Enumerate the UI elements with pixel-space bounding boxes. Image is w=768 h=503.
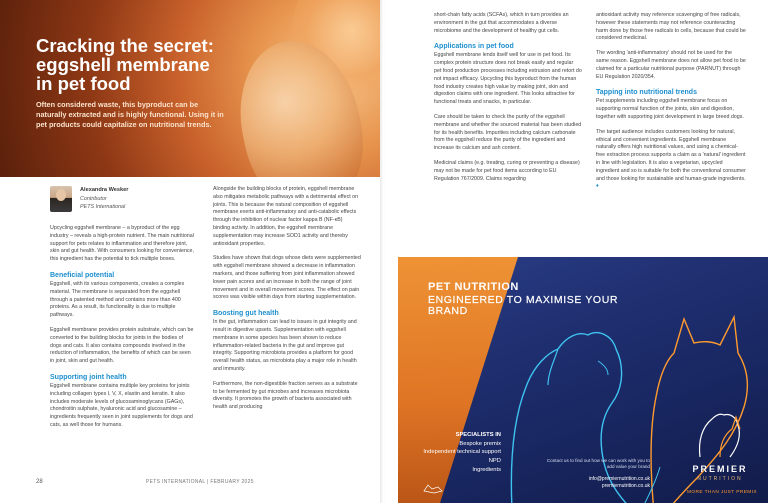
ad-specialist-item: Bespoke premix [459, 440, 501, 447]
paragraph: Studies have shown that dogs whose diets were supplemented with eggshell membrane showed a decrease in inflammation markers, and those suffering from joint inflammation showed lower pain scores and an increase in both the range of joint movement and in overall movement scores. The effect on pain scores was visible within days from starting supplementation. [213, 255, 361, 301]
article-title: Cracking the secret: eggshell membrane in pet food [36, 35, 214, 94]
paragraph: Pet supplements including eggshell membrane focus on supporting normal function of the joints, skin and digestion, together with supporting joint development in large breed dogs. [596, 98, 744, 120]
folio-running-footer [146, 479, 254, 485]
ad-specialist-item: Independent technical support [423, 449, 501, 456]
paragraph: Eggshell, with its various components, creates a complex material. The membrane is separated from the eggshell through a patented method and contains more than 400 proteins. As a result, its functionality is due to multiple pathways. [50, 280, 185, 319]
author-name: Alexandra Wesker [80, 187, 129, 193]
intro-paragraph: Upcycling eggshell membrane – a byproduct of the egg industry – reveals a high-protein nutrient. The main nutritional support for pets relates to inflammation and therefore joint, skin and gut health. With consumers looking for convenience, this ingredient has the potential to tick multiple boxes. [50, 225, 194, 263]
right-page [386, 0, 768, 503]
paragraph: short-chain fatty acids (SCFAs), which in turn provides an environment in the gut that accommodates a diverse microbiome and the development of healthy gut cells. [434, 12, 569, 34]
right-column-2 [596, 12, 746, 198]
left-page [0, 0, 382, 503]
ad-brand-name: PREMIER [692, 464, 748, 474]
ad-subheadline: ENGINEERED TO MAXIMISE YOUR BRAND [428, 294, 619, 317]
paragraph: Eggshell membrane lends itself well for use in pet food. Its complex protein structure does not break easily and regular pet food production processes including extrusion and retort do not impact efficacy. Upcycling this byproduct from the human food industry creates high value by making joint, skin and digestion claims with one ingredient. This looks attractive for functional treats and snacks, in particular. [434, 52, 582, 106]
ad-specialists-heading: SPECIALISTS IN [455, 432, 501, 438]
paragraph: antioxidant activity may reference scavenging of free radicals, however these statements may not reference counteracting harm done by those free radicals to cells, because that could be considered medicinal. [596, 12, 746, 42]
page-number: 28 [36, 479, 43, 485]
author-role: Contributor [80, 196, 107, 202]
author-avatar [50, 186, 72, 212]
paragraph: In the gut, inflammation can lead to issues in gut integrity and result in digestive upsets. Supplementation with eggshell membrane in some species has been shown to reduce inflammation-related bacteria in the gut and improve gut integrity. Supporting microbiota provides a platform for good overall health status, as microbiota play a major role in health and immunity. [213, 319, 357, 372]
ad-headline: PET NUTRITION [428, 281, 519, 293]
premier-logo-icon [690, 407, 750, 461]
hero-banner [0, 0, 382, 177]
ad-specialist-item: NPD [488, 458, 501, 465]
heading-boosting-gut-health: Boosting gut health [213, 310, 279, 318]
ad-brand-sub: NUTRITION [697, 476, 743, 482]
ad-email-link[interactable]: info@premiernutrition.co.uk [588, 476, 650, 482]
paragraph: The wording 'anti-inflammatory' should not be used for the same reason. Eggshell membrane does not allow pet food to be claimed for a particular nutritional purpose (PARNUT) through EU Regulation 2020/354. [596, 50, 746, 80]
folio-separator: | [207, 479, 209, 485]
left-column-1 [50, 225, 196, 437]
heading-beneficial-potential: Beneficial potential [50, 271, 115, 279]
ad-contact-details [549, 476, 650, 490]
heading-supporting-joint-health: Supporting joint health [50, 373, 127, 381]
paragraph-text: The target audience includes customers looking for natural, ethical and convenient ingredients. Eggshell membrane naturally offers high nutritional values, and using a chemical-free extraction process supports a claim as a 'natural' ingredient in line with legislation. It is also a vegetarian, upcycled ingredient and so is suitable for both the conventional consumer and those looking for sustainable and human-grade ingredients. [596, 128, 746, 182]
paragraph: Eggshell membrane contains multiple key proteins for joints including collagen types I, V, X, elastin and keratin. It also includes moderate levels of glucosaminoglycans (GAGs), chondroitin sulphate, hyaluronic acid and glucosamine – ingredients frequently seen in joint supplements for dogs and cats, as well those for humans. [50, 382, 193, 428]
paragraph: Furthermore, the non-digestible fraction serves as a substrate to be fermented by gut microbes and increases microbiota diversity. It promotes the growth of bacteria associated with health and producing [213, 380, 358, 411]
ad-specialist-item: Ingredients [472, 466, 501, 473]
heading-applications: Applications in pet food [434, 43, 514, 51]
paragraph: Medicinal claims (e.g. treating, curing or preventing a disease) may not be made for pet food items according to EU Regulation 767/2009. Claims regarding [434, 159, 580, 182]
premier-nutrition-ad[interactable] [398, 257, 768, 503]
paragraph: Alongside the building blocks of protein, eggshell membrane also mitigates metabolic pathways with a detrimental effect on joints. This is because the natural composition of eggshell membrane exerts anti-inflammatory and anti-catabolic effects through the inhibition of nuclear factor kappa B (NF-κB) binding activity. In addition, the eggshell membrane supplementation may increase SOD1 activity and thereby antioxidant properties. [213, 186, 359, 247]
folio-magazine: PETS INTERNATIONAL [146, 479, 206, 485]
ad-contact-text: Contact us to find out how we can work with you to add value your brand [546, 458, 650, 470]
article-standfirst: Often considered waste, this byproduct can be naturally extracted and is highly functional. Using it in pet products could capitalize on nutritional trends. [36, 100, 224, 130]
ad-tagline: MORE THAN JUST PREMIX [686, 490, 758, 495]
heading-nutritional-trends: Tapping into nutritional trends [596, 89, 697, 97]
right-column-1 [434, 12, 582, 190]
paragraph [596, 129, 746, 191]
author-org: PETS International [80, 204, 126, 210]
ad-website-link[interactable]: premiernutrition.co.uk [601, 483, 650, 489]
paragraph: Eggshell membrane provides protein substrate, which can be converted to the building blocks for joints in the bodies of dogs and cats. It also contains compounds involved in the reduction of inflammation, the benefits of which can be seen in joint, skin and gut health. [50, 326, 194, 365]
paragraph: Care should be taken to check the purity of the eggshell membrane and whether the sourced material has been studied for its health benefits. Impurities including calcium carbonate from the eggshell reduce the purity of the ingredient and increase its calcium and ash content. [434, 113, 582, 152]
ad-specialists-list [398, 431, 501, 475]
left-column-2 [213, 186, 361, 419]
end-mark-icon: ♦ [596, 183, 599, 190]
folio-issue: FEBRUARY 2025 [210, 479, 254, 485]
author-byline [50, 186, 190, 214]
